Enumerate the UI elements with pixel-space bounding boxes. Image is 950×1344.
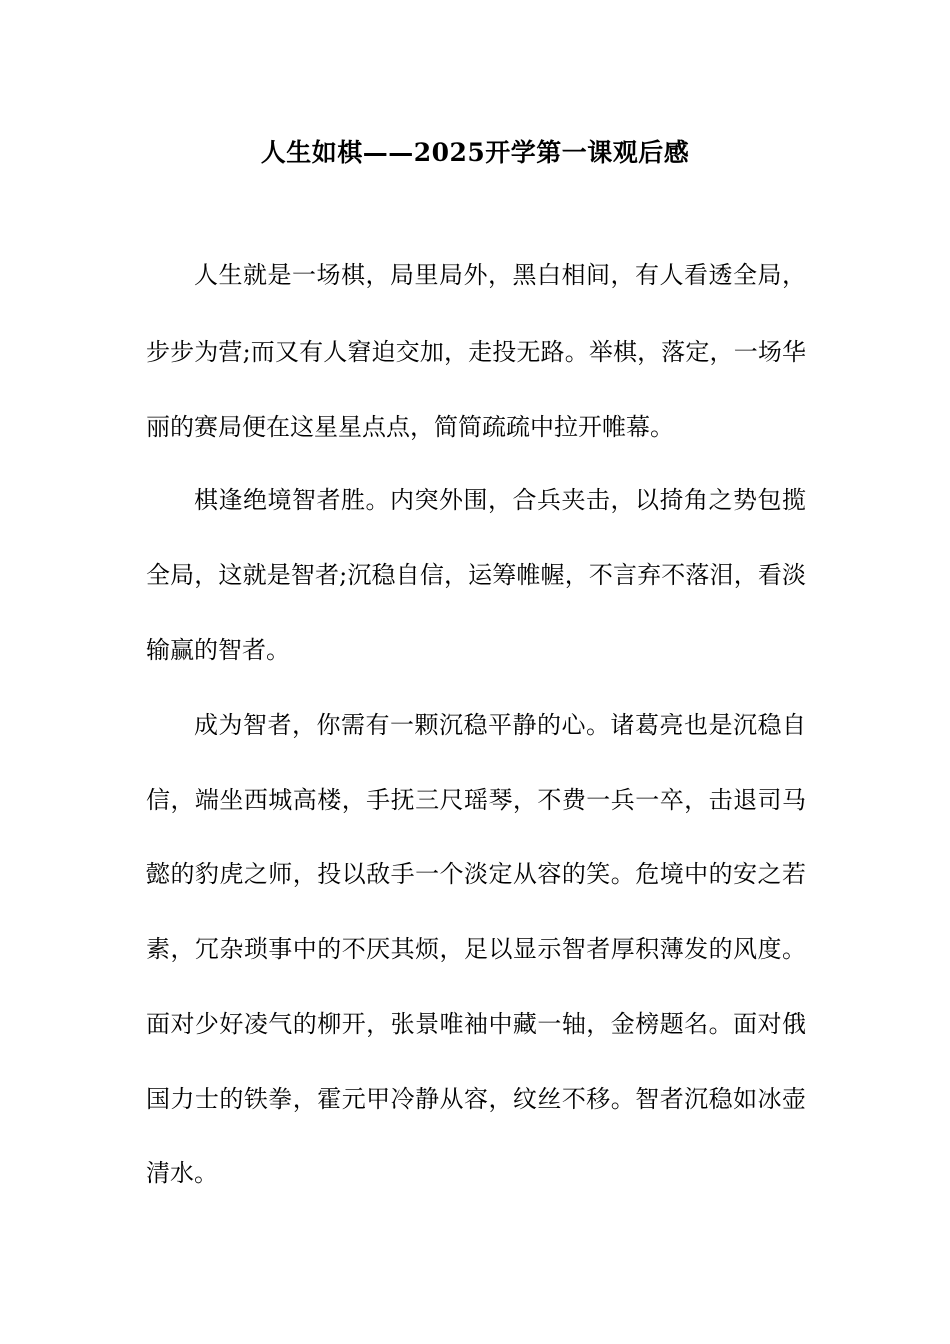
paragraph-3-line-2: 信，端坐西城高楼，手抚三尺瑶琴，不费一兵一卒，击退司马 [146, 786, 806, 814]
paragraph-1-line-2: 步步为营;而又有人窘迫交加，走投无路。举棋，落定，一场华 [146, 338, 806, 366]
paragraph-3-line-1: 成为智者，你需有一颗沉稳平静的心。诸葛亮也是沉稳自 [194, 711, 806, 739]
paragraph-2-line-2: 全局，这就是智者;沉稳自信，运筹帷幄，不言弃不落泪，看淡 [146, 561, 806, 589]
paragraph-3-line-5: 面对少好凌气的柳开，张景唯袖中藏一轴，金榜题名。面对俄 [146, 1010, 806, 1038]
paragraph-1-line-1: 人生就是一场棋，局里局外，黑白相间，有人看透全局， [194, 261, 806, 289]
document-title: 人生如棋——2025开学第一课观后感 [260, 138, 690, 167]
paragraph-1-line-3: 丽的赛局便在这星星点点，简简疏疏中拉开帷幕。 [146, 413, 674, 441]
paragraph-2-line-1: 棋逢绝境智者胜。内突外围，合兵夹击，以掎角之势包揽 [194, 486, 806, 514]
paragraph-3-line-3: 懿的豹虎之师，投以敌手一个淡定从容的笑。危境中的安之若 [146, 860, 806, 888]
paragraph-3-line-4: 素，冗杂琐事中的不厌其烦，足以显示智者厚积薄发的风度。 [146, 935, 806, 963]
paragraph-2-line-3: 输赢的智者。 [146, 636, 290, 664]
paragraph-3-line-6: 国力士的铁拳，霍元甲冷静从容，纹丝不移。智者沉稳如冰壶 [146, 1085, 806, 1113]
paragraph-3-line-7: 清水。 [146, 1159, 218, 1187]
